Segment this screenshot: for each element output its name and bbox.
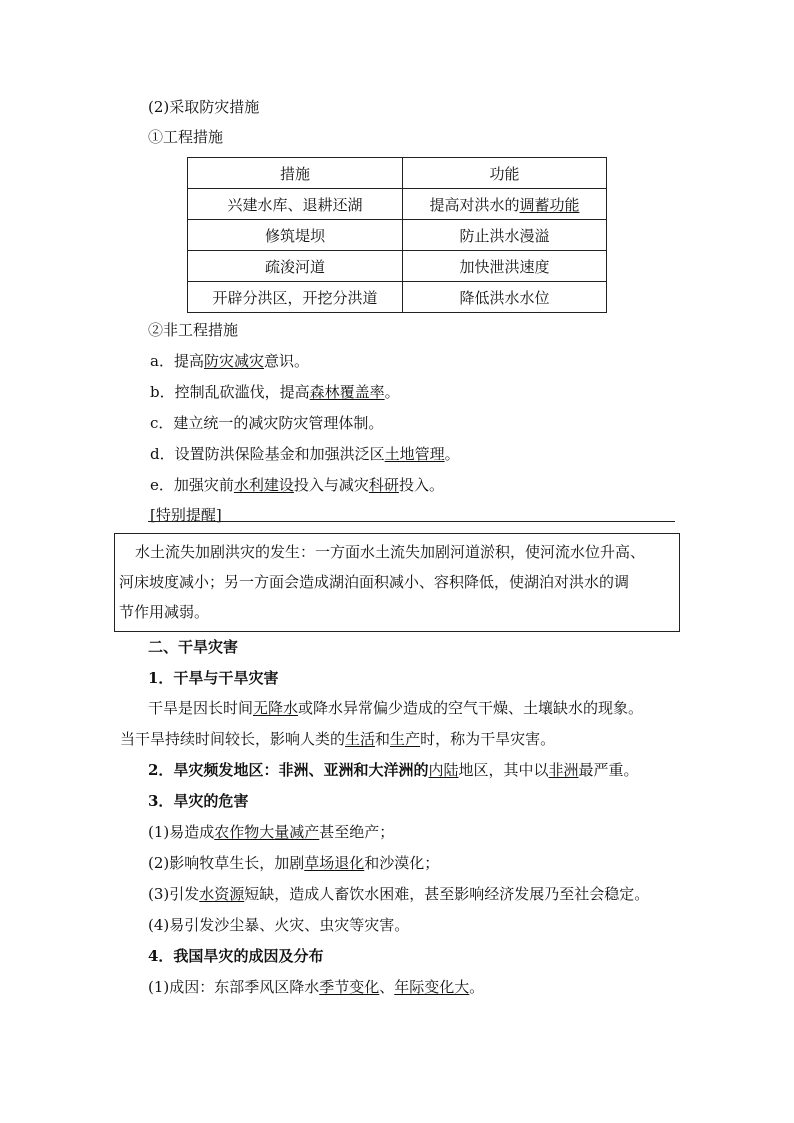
special-reminder-label: [特别提醒]: [150, 506, 222, 524]
table-row: [188, 251, 607, 282]
drought-subheading: 1．干旱与干旱灾害: [148, 669, 279, 687]
drought-areas: 2．旱灾频发地区：非洲、亚洲和大洋洲的内陆地区，其中以非洲最严重。: [148, 761, 639, 779]
harm-item-1: (1)易造成农作物大量减产甚至绝产；: [148, 823, 395, 841]
table-header-row: [188, 158, 607, 189]
note-line: 水土流失加剧洪灾的发生：一方面水土流失加剧河道淤积，使河流水位升高、: [135, 543, 646, 561]
harm-title: 3．旱灾的危害: [148, 792, 249, 810]
cause-title: 4．我国旱灾的成因及分布: [148, 947, 324, 965]
table-cell: 降低洪水水位: [403, 282, 607, 313]
harm-item-4: (4)易引发沙尘暴、火灾、虫灾等灾害。: [148, 916, 410, 934]
drought-definition-line2: 当干旱持续时间较长，影响人类的生活和生产时，称为干旱灾害。: [120, 730, 556, 748]
table-row: [188, 282, 607, 313]
divider-line: [148, 521, 675, 522]
table-row: [188, 189, 607, 220]
section-heading-prevention: (2)采取防灾措施: [148, 98, 260, 116]
measure-item-a: a．提高防灾减灾意识。: [150, 352, 309, 370]
table-cell: 加快泄洪速度: [403, 251, 607, 282]
section-title-drought: 二、干旱灾害: [148, 638, 239, 656]
measure-item-c: c．建立统一的减灾防灾管理体制。: [150, 414, 384, 432]
underlined-term: 调蓄功能: [519, 195, 580, 214]
measures-table: [187, 157, 607, 313]
table-cell: 防止洪水漫溢: [403, 220, 607, 251]
drought-definition-line1: 干旱是因长时间无降水或降水异常偏少造成的空气干燥、土壤缺水的现象。: [148, 699, 644, 717]
cause-item-1: (1)成因：东部季风区降水季节变化、年际变化大。: [148, 978, 485, 996]
harm-item-2: (2)影响牧草生长，加剧草场退化和沙漠化；: [148, 854, 440, 872]
subheading-engineering: ①工程措施: [148, 128, 224, 146]
table-header-measure: 措施: [188, 158, 403, 189]
measure-item-d: d．设置防洪保险基金和加强洪泛区土地管理。: [150, 445, 460, 463]
note-line: 河床坡度减小；另一方面会造成湖泊面积减小、容积降低，使湖泊对洪水的调: [119, 573, 630, 591]
harm-item-3: (3)引发水资源短缺，造成人畜饮水困难，甚至影响经济发展乃至社会稳定。: [148, 885, 650, 903]
subheading-non-engineering: ②非工程措施: [148, 321, 239, 339]
table-cell: 开辟分洪区，开挖分洪道: [188, 282, 403, 313]
note-line: 节作用减弱。: [119, 603, 210, 621]
table-cell: 提高对洪水的调蓄功能: [403, 189, 607, 220]
table-cell: 修筑堤坝: [188, 220, 403, 251]
measure-item-e: e．加强灾前水利建设投入与减灾科研投入。: [150, 476, 444, 494]
special-reminder-box: [114, 533, 680, 632]
table-row: [188, 220, 607, 251]
table-header-function: 功能: [403, 158, 607, 189]
table-cell: 兴建水库、退耕还湖: [188, 189, 403, 220]
table-cell: 疏浚河道: [188, 251, 403, 282]
measure-item-b: b．控制乱砍滥伐，提高森林覆盖率。: [150, 383, 400, 401]
